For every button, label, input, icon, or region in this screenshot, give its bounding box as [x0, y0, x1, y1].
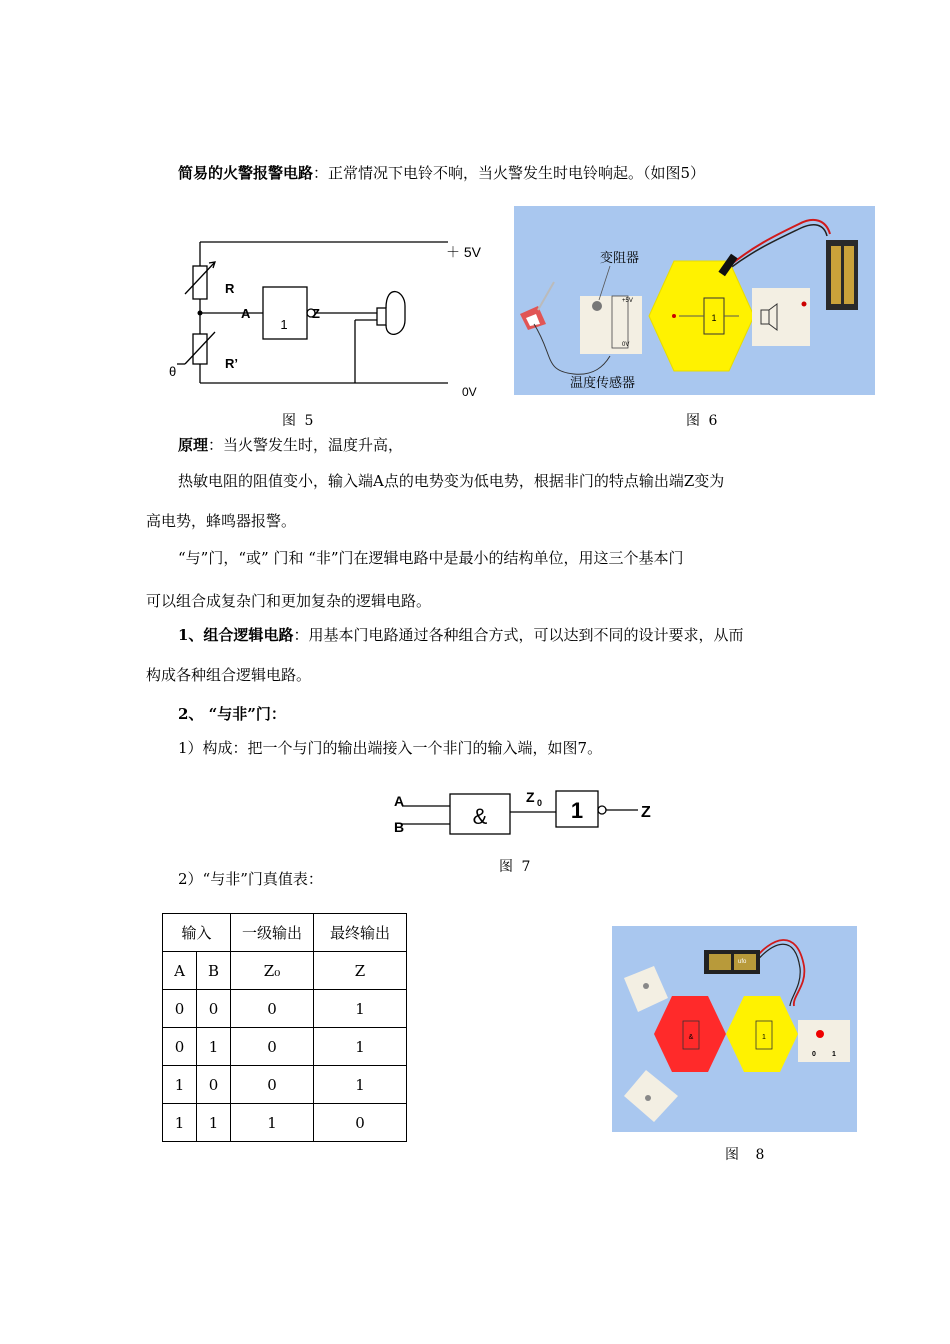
figure-7-caption: 图 7 — [499, 859, 533, 875]
fig7-input-a: A — [394, 793, 405, 809]
fig7-input-b: B — [394, 819, 405, 835]
fig7-mid-label: Z — [526, 789, 535, 805]
fig6-gate-label: 1 — [711, 313, 717, 323]
fig8-yellow-gate: 1 — [762, 1034, 766, 1041]
header-input: 输入 — [163, 914, 231, 952]
header-final-output: 最终输出 — [314, 914, 407, 952]
figure-8-caption: 图 8 — [725, 1147, 771, 1163]
principle-title: 原理 — [178, 436, 209, 454]
fig8-red-gate: & — [688, 1034, 694, 1041]
fig7-not-symbol: 1 — [570, 798, 584, 823]
cell: 1 — [314, 1066, 407, 1104]
table-row — [163, 1028, 407, 1066]
cell: 1 — [197, 1028, 231, 1066]
figure-6-photo — [514, 206, 875, 395]
subheader-z0: Z₀ — [231, 952, 314, 990]
fig8-led-high: 1 — [832, 1051, 836, 1058]
figure-8-photo — [612, 926, 857, 1132]
basic-gates-line-2: 可以组合成复杂门和更加复杂的逻辑电路。 — [146, 592, 432, 610]
subheader-a: A — [163, 952, 197, 990]
label-a: A — [241, 306, 251, 321]
fig7-output-z: Z — [641, 804, 651, 821]
combo-line-2: 构成各种组合逻辑电路。 — [146, 666, 312, 684]
fire-alarm-title: 简易的火警报警电路 — [178, 164, 314, 182]
combo-line-1 — [178, 624, 743, 646]
fig8-battery-brand: ufo — [738, 959, 747, 965]
subheader-z: Z — [314, 952, 407, 990]
cell: 1 — [314, 1028, 407, 1066]
fire-alarm-desc: ：正常情况下电铃不响，当火警发生时电铃响起。（如图5） — [313, 164, 706, 182]
fig6-rheostat-label: 变阻器 — [600, 250, 640, 265]
label-5v: ＋ 5V — [446, 244, 482, 260]
figure-5-circuit — [165, 228, 505, 408]
nand-truth-table — [162, 913, 407, 1142]
nand-heading — [178, 703, 286, 725]
combo-title: 1、组合逻辑电路 — [178, 626, 294, 644]
principle-line-1 — [178, 434, 403, 456]
label-r-prime: R’ — [225, 356, 238, 371]
table-row — [163, 1066, 407, 1104]
label-gate: 1 — [280, 317, 288, 332]
fig6-sensor-label: 温度传感器 — [570, 375, 636, 390]
label-z: Z — [312, 306, 320, 321]
cell: 1 — [163, 1104, 197, 1142]
fig7-mid-sub: 0 — [537, 798, 543, 808]
table-row — [163, 1104, 407, 1142]
cell: 1 — [163, 1066, 197, 1104]
table-header-row — [163, 914, 407, 952]
cell: 0 — [231, 1066, 314, 1104]
figure-6-caption: 图 6 — [686, 413, 720, 429]
figure-5-caption: 图 5 — [282, 413, 316, 429]
principle-line-2: 热敏电阻的阻值变小，输入端A点的电势变为低电势，根据非门的特点输出端Z变为 — [178, 472, 725, 490]
nand-table-title: 2）“与非”门真值表： — [178, 870, 323, 888]
header-first-output: 一级输出 — [231, 914, 314, 952]
cell: 0 — [163, 1028, 197, 1066]
fire-alarm-intro — [178, 162, 705, 184]
fig7-and-symbol: & — [472, 804, 488, 829]
label-theta: θ — [169, 364, 177, 379]
cell: 0 — [231, 990, 314, 1028]
nand-heading-text: 2、 “与非”门： — [178, 705, 286, 723]
cell: 0 — [197, 1066, 231, 1104]
fig8-led-low: 0 — [812, 1051, 816, 1058]
label-0v: 0V — [462, 385, 477, 399]
cell: 0 — [231, 1028, 314, 1066]
cell: 1 — [314, 990, 407, 1028]
principle-line-3: 高电势，蜂鸣器报警。 — [146, 512, 297, 530]
cell: 0 — [197, 990, 231, 1028]
label-r: R — [225, 281, 235, 296]
fig6-0v: 0V — [622, 342, 630, 348]
nand-structure: 1）构成：把一个与门的输出端接入一个非门的输入端，如图7。 — [178, 739, 603, 757]
subheader-b: B — [197, 952, 231, 990]
basic-gates-line-1: “与”门，“或” 门和 “非”门在逻辑电路中是最小的结构单位，用这三个基本门 — [178, 549, 684, 567]
principle-text-1: ：当火警发生时，温度升高， — [208, 436, 404, 454]
combo-text-1: ：用基本门电路通过各种组合方式，可以达到不同的设计要求，从而 — [293, 626, 744, 644]
fig6-5v: +5V — [622, 298, 633, 304]
figure-7-nand-diagram — [388, 782, 668, 844]
cell: 1 — [197, 1104, 231, 1142]
table-row — [163, 990, 407, 1028]
cell: 1 — [231, 1104, 314, 1142]
cell: 0 — [163, 990, 197, 1028]
table-subheader-row — [163, 952, 407, 990]
cell: 0 — [314, 1104, 407, 1142]
